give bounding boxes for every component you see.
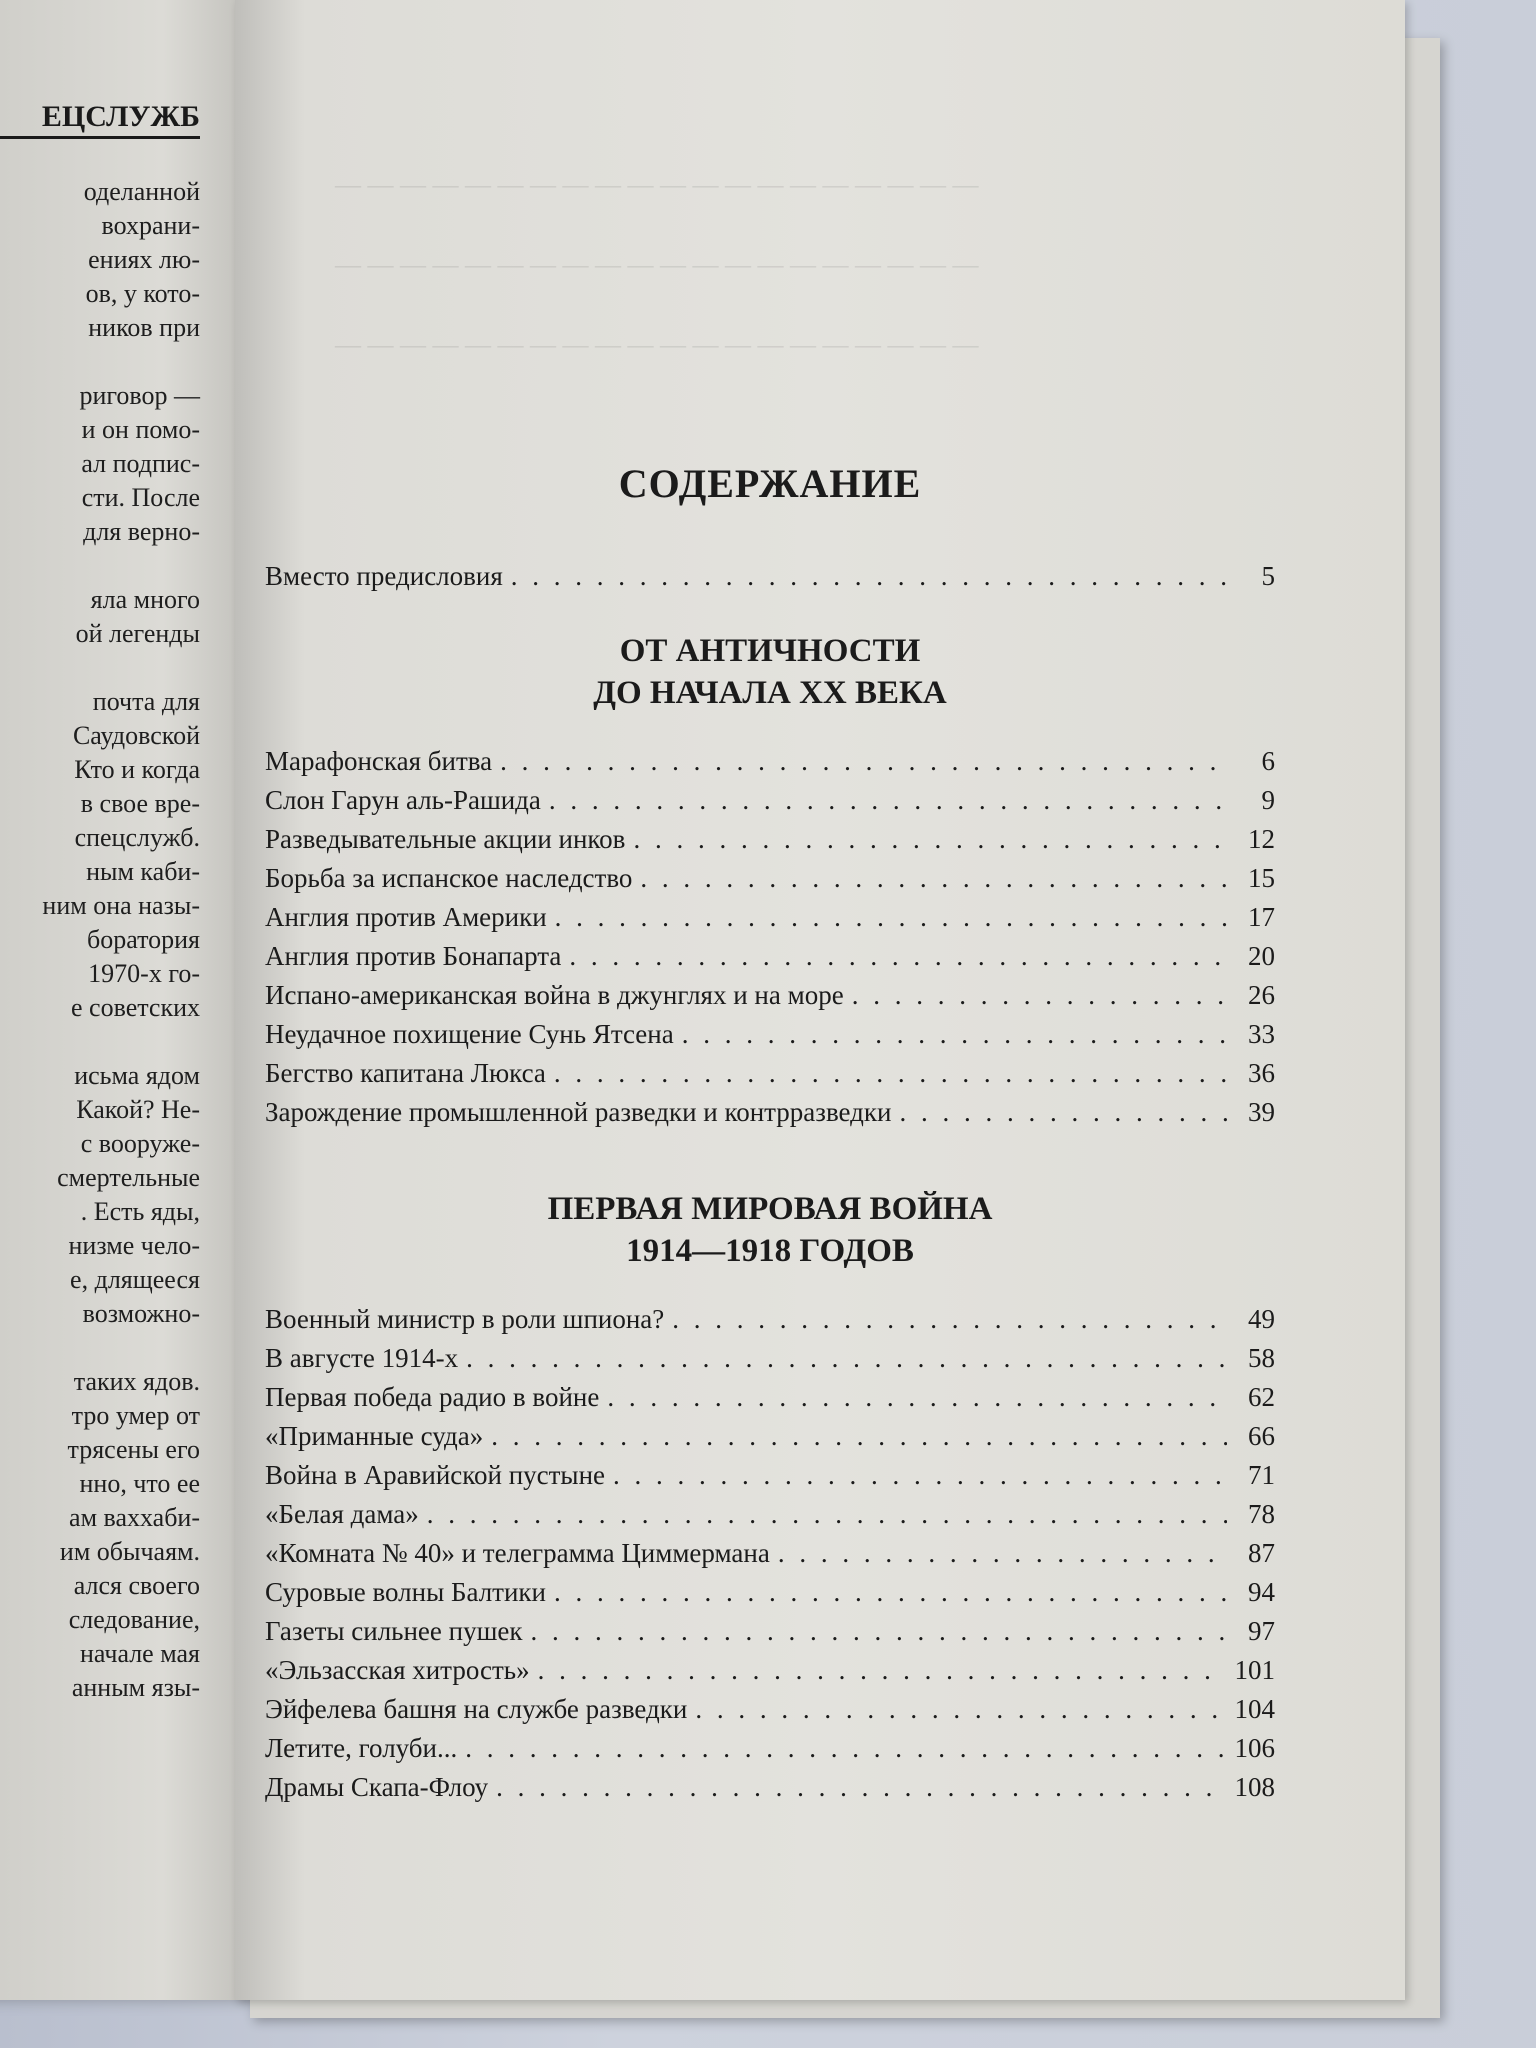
toc-entry-title: В августе 1914-х [265,1343,459,1373]
toc-entry-page: 87 [1248,1538,1275,1568]
toc-entry-page: 71 [1248,1460,1275,1490]
dot-leader [633,820,1227,859]
toc-entry-title: Бегство капитана Люкса [265,1058,546,1088]
dot-leader [778,1534,1227,1573]
toc-entry-title: «Комната № 40» и телеграмма Циммермана [265,1538,770,1568]
dot-leader [554,1573,1227,1612]
toc-entry [265,1417,1275,1456]
section-title-ww1 [265,1188,1275,1272]
toc-entry [265,781,1275,820]
toc-entry [265,1300,1275,1339]
left-page-line: трясены его [67,1435,200,1464]
toc-entry-title: Война в Аравийской пустыне [265,1460,606,1490]
left-page-line: почта для [92,687,200,716]
toc-entry-page: 94 [1248,1577,1275,1607]
left-page-line: ов, у кото- [85,279,200,308]
left-page-line: таких ядов. [73,1367,200,1396]
left-page-line: Кто и когда [74,755,200,784]
toc-entry [265,1690,1275,1729]
dot-leader [511,557,1227,596]
dot-leader [555,898,1227,937]
toc-entry-page: 36 [1248,1058,1275,1088]
dot-leader [682,1015,1227,1054]
dot-leader [466,1339,1227,1378]
left-page-line: тро умер от [71,1401,200,1430]
toc-entry-title: Первая победа радио в войне [265,1382,600,1412]
left-page-line: начале мая [79,1639,200,1668]
dot-leader [640,859,1227,898]
table-of-contents [265,460,1275,1807]
dot-leader [695,1690,1226,1729]
toc-entry-title: Марафонская битва [265,746,493,776]
toc-entry-title: Летите, голуби... [265,1733,458,1763]
section-title-line: ПЕРВАЯ МИРОВАЯ ВОЙНА [547,1191,993,1227]
toc-entry [265,1495,1275,1534]
toc-entry-page: 104 [1234,1694,1275,1724]
dot-leader [899,1093,1227,1132]
dot-leader [554,1054,1227,1093]
toc-entry [265,1651,1275,1690]
toc-entry [265,1768,1275,1807]
left-page-line [0,549,200,583]
toc-entry-title: Слон Гарун аль-Рашида [265,785,541,815]
left-page-line [0,651,200,685]
left-page-line: ним она назы- [42,891,200,920]
section-title-line: ДО НАЧАЛА XX ВЕКА [593,675,947,711]
toc-entry-title: Эйфелева башня на службе разведки [265,1694,688,1724]
toc-entry [265,1054,1275,1093]
left-page-line: для верно- [83,517,200,546]
left-page-line: ников при [88,313,200,342]
left-page-line: нно, что ее [79,1469,200,1498]
toc-entry-title: Газеты сильнее пушек [265,1616,523,1646]
left-page-line: боратория [87,925,200,954]
dot-leader [531,1612,1228,1651]
bleed-through-text: — — — — — — — — — — — — — — — — — — — — [335,170,979,199]
left-page-line: е советских [70,993,200,1022]
left-page-line: ался своего [73,1571,200,1600]
dot-leader [613,1456,1227,1495]
bleed-through-text: — — — — — — — — — — — — — — — — — — — — [335,250,979,279]
dot-leader [496,1768,1226,1807]
toc-entry-page: 20 [1248,941,1275,971]
toc-entry [265,859,1275,898]
toc-entry [265,1093,1275,1132]
toc-entry [265,976,1275,1015]
toc-entry-page: 108 [1234,1772,1275,1802]
section-title-antiquity [265,630,1275,714]
left-page-text [0,175,200,1705]
toc-entry-page: 78 [1248,1499,1275,1529]
left-page-line [0,345,200,379]
toc-entry-page: 106 [1234,1733,1275,1763]
dot-leader [427,1495,1227,1534]
dot-leader [465,1729,1226,1768]
toc-entry-title: Разведывательные акции инков [265,824,626,854]
toc-entry-page: 39 [1248,1097,1275,1127]
left-page-line: смертельные [57,1163,200,1192]
toc-entry [265,1456,1275,1495]
left-page-line: исьма ядом [74,1061,200,1090]
left-page-line: ал подпис- [81,449,200,478]
left-page-line: Какой? Не- [76,1095,200,1124]
toc-entry-intro [265,557,1275,596]
toc-entry-page: 66 [1248,1421,1275,1451]
toc-entry-title: Драмы Скапа-Флоу [265,1772,489,1802]
left-page [0,0,250,2000]
toc-entry-page: 17 [1248,902,1275,932]
toc-entry-title: Борьба за испанское наследство [265,863,633,893]
left-page-line: следование, [68,1605,200,1634]
toc-entry [265,1573,1275,1612]
toc-entry-title: Вместо предисловия [265,561,503,591]
left-page-line: с вооруже- [80,1129,200,1158]
dot-leader [569,937,1227,976]
dot-leader [672,1300,1227,1339]
toc-entry [265,1339,1275,1378]
dot-leader [549,781,1227,820]
left-page-line: ениях лю- [88,245,200,274]
left-page-line: и он помо- [81,415,200,444]
dot-leader [538,1651,1227,1690]
left-page-line [0,1331,200,1365]
left-page-line: риговор — [79,381,200,410]
left-page-line: е, длящееся [70,1265,200,1294]
left-page-line: ой легенды [75,619,200,648]
toc-entry-title: «Белая дама» [265,1499,419,1529]
toc-entry [265,937,1275,976]
toc-entry-title: Военный министр в роли шпиона? [265,1304,665,1334]
toc-entry [265,742,1275,781]
toc-entry-page: 62 [1248,1382,1275,1412]
left-page-line: яла много [90,585,200,614]
toc-entry-page: 97 [1248,1616,1275,1646]
left-page-line: Саудовской [72,721,200,750]
toc-entry-page: 33 [1248,1019,1275,1049]
toc-entry-page: 6 [1261,746,1275,776]
left-page-line: сти. После [81,483,200,512]
toc-entry [265,1534,1275,1573]
toc-entry [265,1015,1275,1054]
toc-entry [265,898,1275,937]
left-page-line: ным каби- [86,857,200,886]
toc-entry [265,1612,1275,1651]
toc-entry-title: Неудачное похищение Сунь Ятсена [265,1019,674,1049]
toc-entry-page: 12 [1248,824,1275,854]
toc-entry-page: 5 [1261,561,1275,591]
toc-entry-title: Англия против Бонапарта [265,941,562,971]
left-page-line: ам ваххаби- [69,1503,200,1532]
left-page-line: оделанной [83,177,200,206]
toc-title: СОДЕРЖАНИЕ [618,461,922,506]
left-page-line: анным язы- [71,1673,200,1702]
toc-entry [265,820,1275,859]
dot-leader [607,1378,1227,1417]
left-page-line: возможно- [82,1299,200,1328]
dot-leader [852,976,1227,1015]
left-page-line: вохрани- [101,211,200,240]
bleed-through-text: — — — — — — — — — — — — — — — — — — — — [335,330,979,359]
toc-entry-title: «Приманные суда» [265,1421,484,1451]
section-title-line: 1914—1918 ГОДОВ [626,1233,914,1269]
toc-entry-page: 101 [1234,1655,1275,1685]
toc-entry-title: Англия против Америки [265,902,547,932]
left-page-line: 1970-х го- [88,959,200,988]
toc-entry-page: 58 [1248,1343,1275,1373]
toc-entry-title: Суровые волны Балтики [265,1577,546,1607]
left-page-line: низме чело- [68,1231,200,1260]
toc-entry [265,1378,1275,1417]
toc-entry-page: 49 [1248,1304,1275,1334]
toc-entry-title: «Эльзасская хитрость» [265,1655,530,1685]
toc-entry-title: Зарождение промышленной разведки и контрразведки [265,1097,892,1127]
dot-leader [500,742,1227,781]
section-title-line: ОТ АНТИЧНОСТИ [619,633,921,669]
left-page-line: . Есть яды, [80,1197,200,1226]
left-page-line: спецслужб. [74,823,200,852]
toc-entry-title: Испано-американская война в джунглях и на море [265,980,844,1010]
toc-entry-page: 26 [1248,980,1275,1010]
section-entries-ww1 [265,1300,1275,1807]
toc-entry-page: 9 [1261,785,1275,815]
left-page-line: им обычаям. [59,1537,200,1566]
left-page-header: ЕЦСЛУЖБ [0,100,200,139]
section-entries-antiquity [265,742,1275,1132]
left-page-line: в свое вре- [80,789,200,818]
left-page-line [0,1025,200,1059]
dot-leader [491,1417,1227,1456]
toc-entry-page: 15 [1248,863,1275,893]
toc-entry [265,1729,1275,1768]
